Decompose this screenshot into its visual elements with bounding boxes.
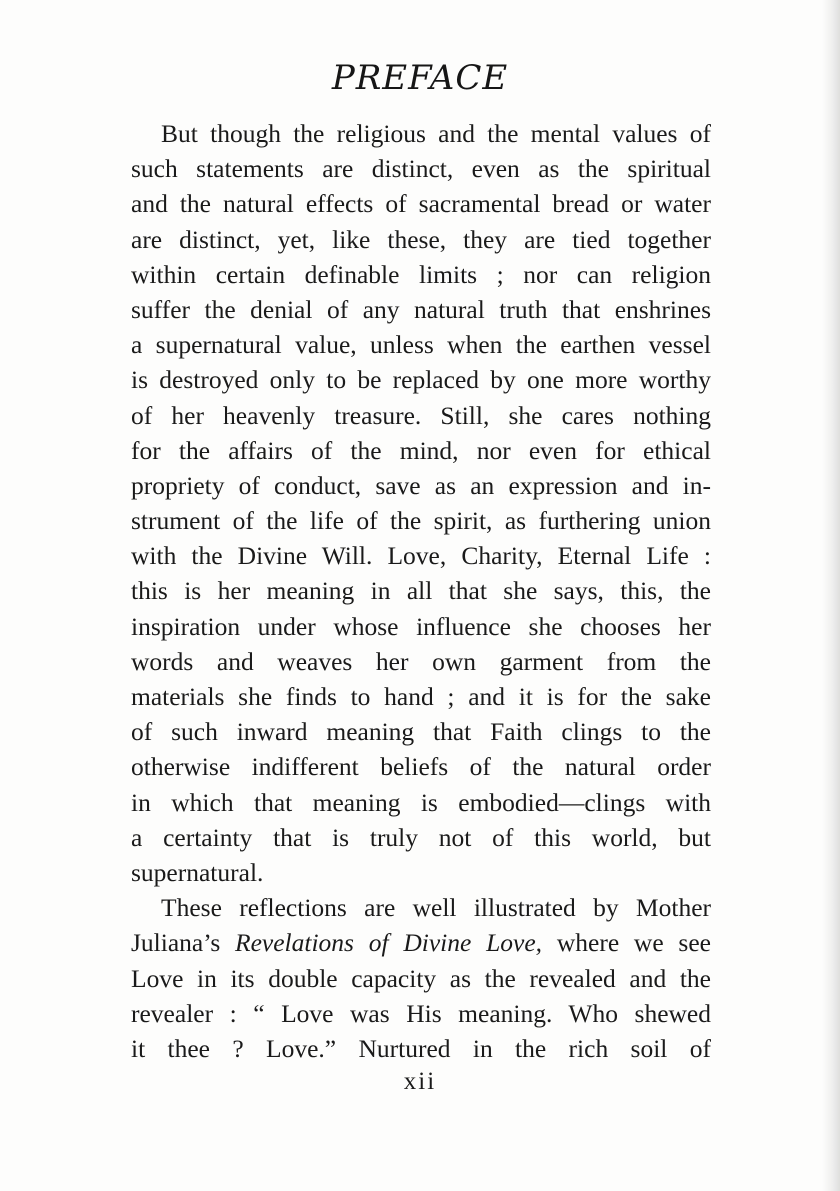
text-line: are distinct, yet, like these, they are tied together [131,224,711,254]
running-title: PREFACE [331,58,509,98]
text-line: such statements are distinct, even as the spiritual [131,154,711,184]
text-line: and the natural effects of sacramental bread or water [131,189,711,219]
text-line: revealer : “ Love was His meaning. Who shewed [131,998,711,1028]
text-line: is destroyed only to be replaced by one more worthy [131,365,711,395]
page-number: xii [403,1068,437,1095]
text-line: But though the religious and the mental values of [161,119,711,148]
text-line: materials she finds to hand ; and it is for the sake [131,682,711,711]
text-line: These reflections are well illustrated by Mother [161,893,711,923]
text-line: of her heavenly treasure. Still, she cares nothing [131,400,711,430]
text-line: with the Divine Will. Love, Charity, Eternal Life : [131,541,711,571]
text-line: strument of the life of the spirit, as furthering union [131,506,711,536]
book-title: Revelations of Divine Love, [235,928,543,958]
text-line: a certainty that is truly not of this world, but [131,822,711,852]
body-text [131,116,711,1066]
page-edge-shadow [822,0,840,1191]
text-line: propriety of conduct, save as an expression and in- [131,470,711,500]
text-line: it thee ? Love.” Nurtured in the rich soil of [131,1033,711,1063]
text-line: supernatural. [131,857,264,887]
text-line: otherwise indifferent beliefs of the natural order [131,752,711,782]
text-line: for the affairs of the mind, nor even for ethical [131,435,711,465]
text-line: inspiration under whose influence she chooses her [131,611,711,641]
text-line: a supernatural value, unless when the earthen vessel [131,330,711,360]
text-line: in which that meaning is embodied—clings with [131,787,711,817]
text-fragment: Juliana’s [131,928,236,958]
text-line: words and weaves her own garment from the [131,646,711,676]
text-line: of such inward meaning that Faith clings to the [131,717,711,747]
text-fragment: where we see [542,928,711,958]
text-line: Love in its double capacity as the revealed and the [131,963,711,993]
text-line: this is her meaning in all that she says, this, the [131,576,711,606]
text-line-with-title [131,925,711,960]
text-line: suffer the denial of any natural truth that enshrines [131,294,711,324]
text-line: within certain definable limits ; nor can religion [131,259,711,289]
